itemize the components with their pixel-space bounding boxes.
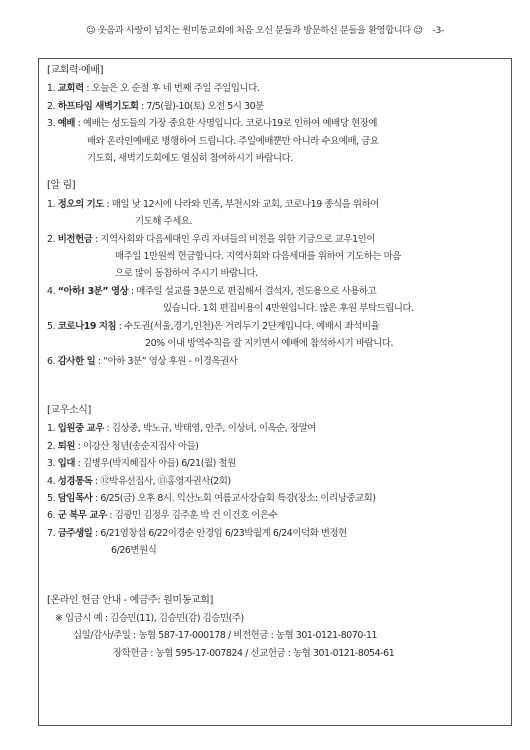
item-text: ⑫박유선집사, ⑬홍영자권사(2회): [100, 475, 231, 487]
item-number: 1.: [47, 83, 56, 95]
item-number: 2.: [47, 100, 56, 112]
item-label: 입대: [57, 458, 76, 470]
item-number: 1.: [47, 423, 56, 435]
news-item: 5. 담임목사 : 6/25(금) 오후 8시. 익산노회 여름교사강습회 특강(장소: 이리낭중교회): [47, 492, 376, 504]
bank-account-line: 십일/감사/주일 : 농협 587-17-000178 / 비전헌금 : 농협 301-0121-8070-11: [73, 630, 378, 642]
item-continuation: 6/26변원식: [111, 545, 157, 557]
item-label: 입원중 교우: [57, 423, 104, 435]
section-notices: [47, 177, 505, 369]
item-number: 4.: [47, 475, 56, 487]
welcome-greeting: ☺ 웃음과 사랑이 넘치는 원미동교회에 처음 오신 분들과 방문하신 분들을 환영합니다 ☺: [85, 25, 423, 36]
item-text: 지역사회와 다음세대인 우리 자녀들의 비전을 위한 기금으로 교우1인이: [100, 233, 375, 245]
item-number: 4.: [47, 285, 56, 297]
section-title: [교우소식]: [47, 404, 92, 416]
item-label: 퇴원: [57, 440, 76, 452]
item-number: 6.: [47, 355, 56, 367]
item-text: 오늘은 오 순절 후 네 번째 주일 주일입니다.: [91, 83, 260, 95]
item-text: 이강산 청년(송순지집사 아들): [83, 440, 199, 452]
section-title: [온라인 헌금 안내 - 예금주: 원미동교회]: [47, 594, 213, 606]
item-text: 6/21염창섭 6/22이경순 안경임 6/23박월계 6/24이덕화 변정현: [100, 527, 347, 539]
item-text: 김병우(박지혜집사 아들) 6/21(월) 철원: [83, 458, 236, 470]
item-text: “아하 3분” 영상 후원 - 이경옥권사: [103, 355, 238, 367]
news-item: 7. 금주생일 : 6/21염창섭 6/22이경순 안경임 6/23박월계 6/24이덕화 변정현 6/26변원식: [47, 525, 505, 560]
item-continuation: 으로 많이 동참하여 주시기 바랍니다.: [115, 268, 258, 280]
news-item: 1. 입원중 교우 : 김상중, 박노규, 박태영, 안주, 이상녀, 이옥순, 장말여: [47, 423, 316, 435]
page-number: -3-: [432, 25, 445, 36]
section-title: [알 림]: [47, 180, 76, 192]
bank-account-line: 장학헌금 : 농협 595-17-007824 / 선교헌금 : 농협 301-0121-8054-61: [113, 647, 395, 659]
item-label: 하프타임 새벽기도회: [57, 100, 139, 112]
item-label: “아하! 3분” 영상: [57, 285, 129, 297]
item-continuation: 있습니다. 1회 편집비용이 4만원입니다. 많은 후원 부탁드립니다.: [163, 303, 414, 315]
page-header: [0, 22, 530, 36]
item-number: 2.: [47, 440, 56, 452]
section-online-offering: [47, 592, 505, 663]
item-text: 7/5(월)-10(토) 오전 5시 30분: [146, 100, 264, 112]
notice-item: 1. 정오의 기도 : 매일 낮 12시에 나라와 민족, 부천시와 교회, 코로나19 종식을 위하여 기도해 주세요.: [47, 196, 505, 231]
news-item: 6. 군 복무 교우 : 김광민 김정우 김주훈 박 건 이건호 이은수: [47, 510, 278, 522]
calendar-item: 3. 예배 : 예배는 성도들의 가장 중요한 사명입니다. 코로나19로 인하여 예배당 현장예 배와 온라인예배로 병행하여 드립니다. 주일예배뿐만 아니라 수요예배, 금요 기도회, 새벽기도회에도 열심히 참여하시기 바랍니다.: [47, 115, 505, 167]
item-continuation: 기도회, 새벽기도회에도 열심히 참여하시기 바랍니다.: [87, 153, 293, 165]
calendar-item: 2. 하프타임 새벽기도회 : 7/5(월)-10(토) 오전 5시 30분: [47, 100, 264, 112]
bulletin-content: [47, 62, 505, 672]
item-label: 감사한 일: [57, 355, 96, 367]
notice-item: 4. “아하! 3분” 영상 : 매주일 설교를 3분으로 편집해서 결석자, 전도용으로 사용하고 있습니다. 1회 편집비용이 4만원입니다. 많은 후원 부탁드립니다.: [47, 283, 505, 318]
news-item: 3. 입대 : 김병우(박지혜집사 아들) 6/21(월) 철원: [47, 458, 236, 470]
news-item: 4. 성경통독 : ⑫박유선집사, ⑬홍영자권사(2회): [47, 475, 231, 487]
item-text: 김상중, 박노규, 박태영, 안주, 이상녀, 이옥순, 장말여: [111, 423, 316, 435]
item-text: 매주일 설교를 3분으로 편집해서 결석자, 전도용으로 사용하고: [136, 285, 377, 297]
item-continuation: 기도해 주세요.: [135, 216, 193, 228]
notice-item: 6. 감사한 일 : “아하 3분” 영상 후원 - 이경옥권사: [47, 355, 238, 367]
item-number: 1.: [47, 198, 56, 210]
item-number: 5.: [47, 492, 56, 504]
item-label: 정오의 기도: [57, 198, 104, 210]
item-text: 매일 낮 12시에 나라와 민족, 부천시와 교회, 코로나19 종식을 위하여: [111, 198, 379, 210]
item-text: 예배는 성도들의 가장 중요한 사명입니다. 코로나19로 인하여 예배당 현장예: [83, 118, 378, 130]
item-number: 6.: [47, 510, 56, 522]
item-label: 예배: [57, 118, 76, 130]
item-number: 3.: [47, 458, 56, 470]
item-number: 5.: [47, 320, 56, 332]
deposit-example: ※ 입금시 예 : 김승민(11), 김승민(감) 김승민(주): [55, 612, 244, 624]
notice-item: 2. 비전헌금 : 지역사회와 다음세대인 우리 자녀들의 비전을 위한 기금으로 교우1인이 매주일 1만원씩 헌금합니다. 지역사회와 다음세대를 위하여 기도하는 마음 으로 많이 동참하여 주시기 바랍니다.: [47, 231, 505, 283]
item-text: 6/25(금) 오후 8시. 익산노회 여름교사강습회 특강(장소: 이리낭중교회): [100, 492, 376, 504]
item-label: 교회력: [57, 83, 84, 95]
item-label: 군 복무 교우: [57, 510, 107, 522]
item-number: 7.: [47, 527, 56, 539]
news-item: 2. 퇴원 : 이강산 청년(송순지집사 아들): [47, 440, 199, 452]
item-text: 김광민 김정우 김주훈 박 건 이건호 이은수: [114, 510, 278, 522]
item-label: 금주생일: [57, 527, 93, 539]
item-text: 수도권(서울,경기,인천)은 거리두기 2단계입니다. 예배시 좌석비율: [124, 320, 380, 332]
notice-item: 5. 코로나19 지침 : 수도권(서울,경기,인천)은 거리두기 2단계입니다. 예배시 좌석비율 20% 이내 방역수칙을 잘 지키면서 예배에 참석하시기 바랍니다.: [47, 318, 505, 353]
item-label: 비전헌금: [57, 233, 93, 245]
section-title: [교회력·예배]: [47, 65, 104, 76]
item-label: 담임목사: [57, 492, 93, 504]
item-label: 코로나19 지침: [57, 320, 117, 332]
item-continuation: 배와 온라인예배로 병행하여 드립니다. 주일예배뿐만 아니라 수요예배, 금요: [87, 135, 379, 147]
section-church-calendar: [47, 62, 505, 167]
item-label: 성경통독: [57, 475, 93, 487]
calendar-item: 1. 교회력 : 오늘은 오 순절 후 네 번째 주일 주일입니다.: [47, 83, 260, 95]
item-continuation: 20% 이내 방역수칙을 잘 지키면서 예배에 참석하시기 바랍니다.: [145, 338, 394, 350]
section-member-news: [47, 402, 505, 560]
item-number: 3.: [47, 118, 56, 130]
item-number: 2.: [47, 233, 56, 245]
item-continuation: 매주일 1만원씩 헌금합니다. 지역사회와 다음세대를 위하여 기도하는 마음: [115, 251, 401, 263]
